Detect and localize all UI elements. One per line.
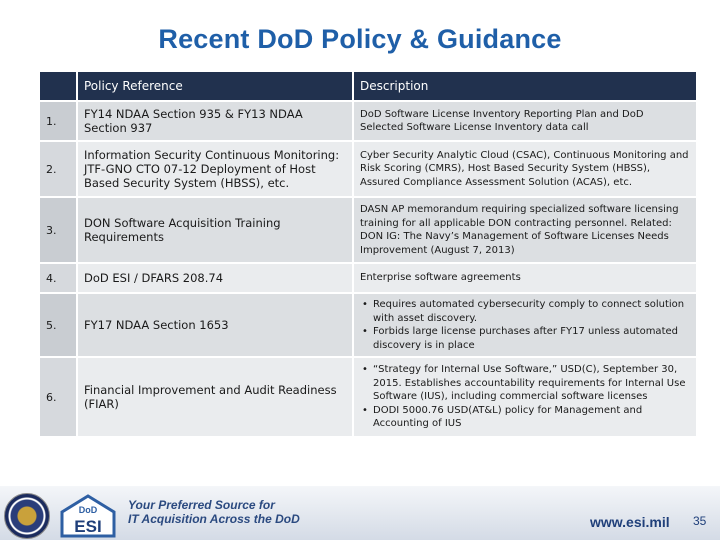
description-bullets xyxy=(360,363,690,431)
policy-description: DoD Software License Inventory Reporting Plan and DoD Selected Software License Inventory data call xyxy=(354,102,698,142)
bullet-icon: • xyxy=(362,326,368,337)
bullet-item: • Requires automated cybersecurity comply to connect solution with asset discovery. xyxy=(362,299,685,324)
website-link[interactable]: www.esi.mil xyxy=(590,514,670,530)
tagline-line-2: IT Acquisition Across the DoD xyxy=(128,512,300,526)
table-row xyxy=(40,198,698,264)
table-row xyxy=(40,358,698,438)
bullet-item: • DODI 5000.76 USD(AT&L) policy for Management and Accounting of IUS xyxy=(362,404,643,430)
row-number: 3. xyxy=(40,198,78,264)
footer-tagline xyxy=(128,498,300,526)
table-header-row xyxy=(40,72,698,102)
description-bullets xyxy=(360,298,690,352)
policy-description: Enterprise software agreements xyxy=(354,264,698,294)
row-number: 6. xyxy=(40,358,78,438)
policy-reference: Information Security Continuous Monitoring: JTF-GNO CTO 07-12 Deployment of Host Based Security System (HBSS), etc. xyxy=(78,142,354,198)
policy-description: Cyber Security Analytic Cloud (CSAC), Continuous Monitoring and Risk Scoring (CMRS), Host Based Security System (HBSS), Assured Compliance Assessment Solution (ACAS), etc. xyxy=(354,142,698,198)
policy-reference: DON Software Acquisition Training Requirements xyxy=(78,198,354,264)
table-row xyxy=(40,142,698,198)
bullet-item: • “Strategy for Internal Use Software,” USD(C), September 30, 2015. Establishes accountability requirements for Internal Use Software (IUS), including commercial software licenses xyxy=(362,364,686,403)
row-number: 4. xyxy=(40,264,78,294)
bullet-icon: • xyxy=(362,299,368,310)
bullet-icon: • xyxy=(362,404,368,416)
row-number: 1. xyxy=(40,102,78,142)
policy-description xyxy=(354,358,698,438)
table-row xyxy=(40,264,698,294)
policy-table xyxy=(40,72,698,438)
header-number xyxy=(40,72,78,102)
dod-seal-icon xyxy=(4,493,50,539)
page-number: 35 xyxy=(693,514,707,528)
bullet-item: • Forbids large license purchases after FY17 unless automated discovery is in place xyxy=(362,326,678,351)
row-number: 2. xyxy=(40,142,78,198)
policy-reference: Financial Improvement and Audit Readiness (FIAR) xyxy=(78,358,354,438)
esi-logo-text: ESI xyxy=(74,517,102,536)
header-description: Description xyxy=(354,72,698,102)
row-number: 5. xyxy=(40,294,78,358)
table-row xyxy=(40,294,698,358)
policy-description: DASN AP memorandum requiring specialized software licensing training for all applicable DON contracting personnel. Related: DON IG: The Navy’s Management of Software Licenses Needs Improvement (August 7, 2013) xyxy=(354,198,698,264)
tagline-line-1: Your Preferred Source for xyxy=(128,498,275,512)
page-title: Recent DoD Policy & Guidance xyxy=(158,24,562,54)
esi-logo-dod-text: DoD xyxy=(78,505,98,515)
table-row xyxy=(40,102,698,142)
bullet-icon: • xyxy=(362,364,368,376)
policy-description xyxy=(354,294,698,358)
header-policy-reference: Policy Reference xyxy=(78,72,354,102)
policy-reference: FY17 NDAA Section 1653 xyxy=(78,294,354,358)
policy-reference: DoD ESI / DFARS 208.74 xyxy=(78,264,354,294)
policy-reference: FY14 NDAA Section 935 & FY13 NDAA Section 937 xyxy=(78,102,354,142)
esi-logo-icon xyxy=(56,492,120,538)
